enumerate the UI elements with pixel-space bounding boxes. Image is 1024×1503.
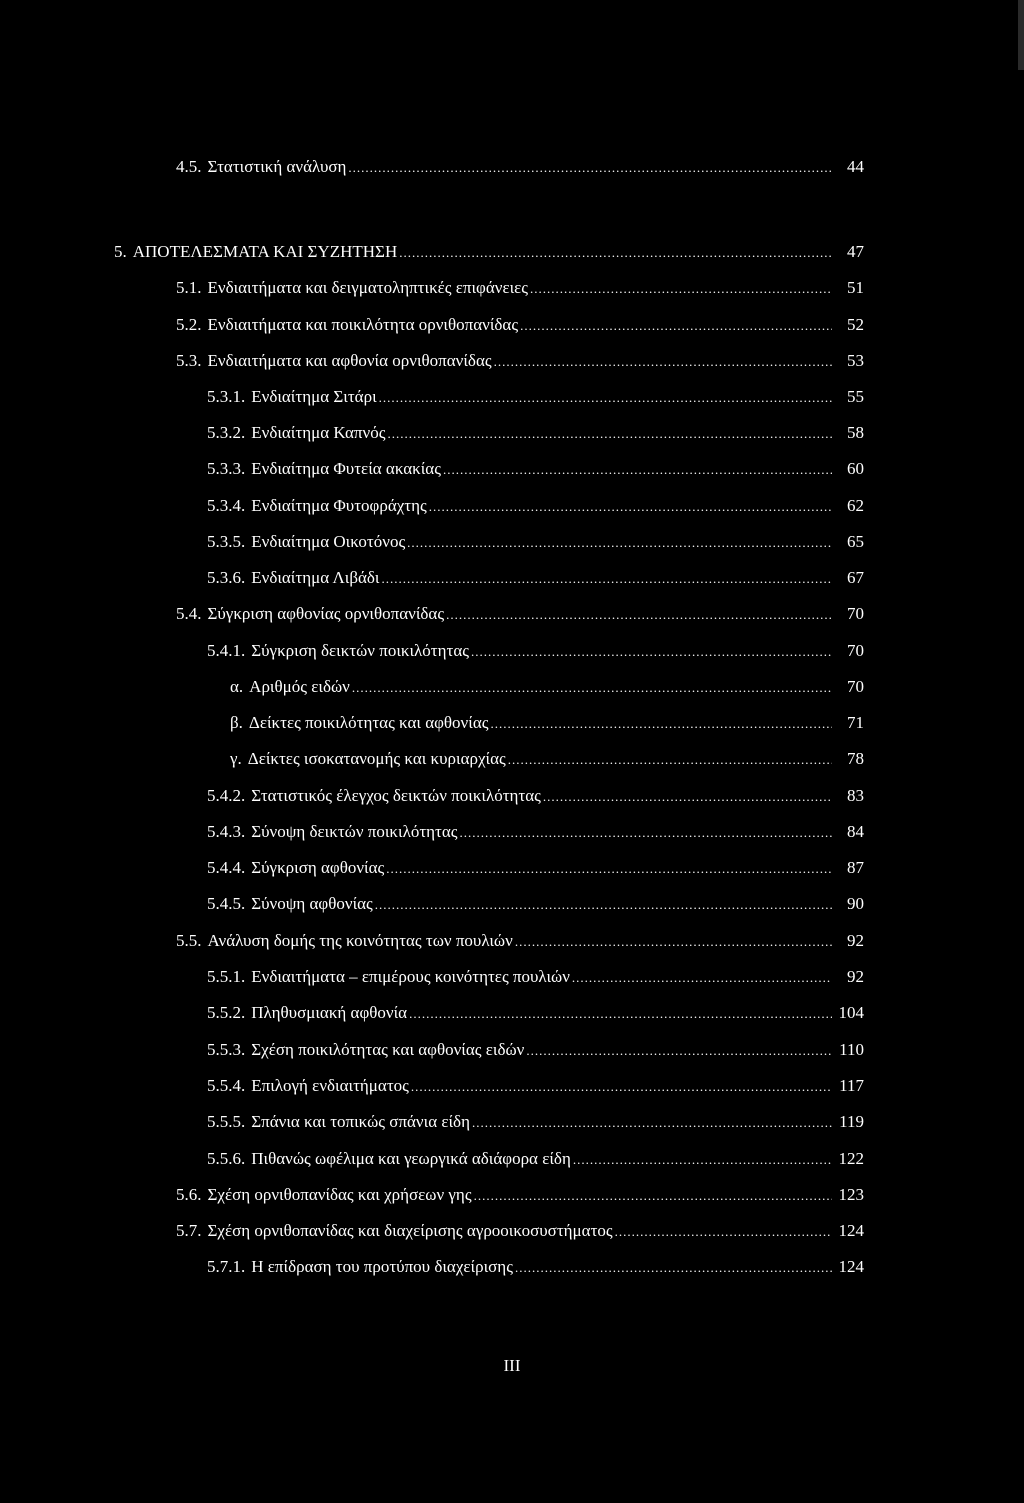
toc-entry-title: Αριθμός ειδών <box>249 677 350 696</box>
toc-entry-number: 5.4.2. <box>207 786 246 805</box>
toc-dot-leader <box>494 351 832 373</box>
toc-page-number: 92 <box>847 967 864 986</box>
toc-entry-number: 5.4.4. <box>207 858 246 877</box>
toc-page-number: 70 <box>847 641 864 660</box>
toc-entry-title: Στατιστικός έλεγχος δεικτών ποικιλότητας <box>251 786 541 805</box>
toc-dot-leader <box>411 1076 832 1098</box>
toc-entry-title: Επιλογή ενδιαιτήματος <box>251 1076 409 1095</box>
toc-page-number: 104 <box>838 1003 864 1022</box>
toc-page-number: 92 <box>847 931 864 950</box>
toc-entry-number: 5.6. <box>176 1185 202 1204</box>
toc-entry-number: 5.5.3. <box>207 1040 246 1059</box>
toc-dot-leader <box>526 1040 832 1062</box>
toc-entry-title: Ενδιαιτήματα και δειγματοληπτικές επιφάνειες <box>207 278 529 297</box>
toc-entry-number: 5.7.1. <box>207 1257 246 1276</box>
toc-entry <box>207 458 864 480</box>
toc-page-number: 110 <box>839 1040 864 1059</box>
toc-entry-title: Ενδιαιτήματα – επιμέρους κοινότητες πουλιών <box>251 967 570 986</box>
toc-entry-title: Στατιστική ανάλυση <box>207 157 347 176</box>
toc-entry-title: ΑΠΟΤΕΛΕΣΜΑΤΑ ΚΑΙ ΣΥΖΗΤΗΣΗ <box>132 242 398 261</box>
toc-entry <box>176 156 864 178</box>
toc-entry <box>207 1075 864 1097</box>
toc-page-number: 51 <box>847 278 864 297</box>
toc-dot-leader <box>490 713 832 735</box>
toc-entry-number: β. <box>230 713 243 732</box>
toc-entry <box>207 966 864 988</box>
toc-entry <box>207 531 864 553</box>
toc-entry <box>207 386 864 408</box>
toc-page-number: 67 <box>847 568 864 587</box>
toc-dot-leader <box>387 423 832 445</box>
toc-dot-leader <box>615 1221 832 1243</box>
toc-dot-leader <box>543 786 832 808</box>
page-footer-number: III <box>503 1356 521 1375</box>
toc-entry-title: Πιθανώς ωφέλιμα και γεωργικά αδιάφορα είδη <box>251 1149 571 1168</box>
toc-dot-leader <box>573 1149 832 1171</box>
toc-dot-leader <box>520 315 832 337</box>
toc-entry-title: Η επίδραση του προτύπου διαχείρισης <box>251 1257 513 1276</box>
toc-entry <box>207 1256 864 1278</box>
toc-entry-number: 5.2. <box>176 315 202 334</box>
toc-entry <box>207 821 864 843</box>
toc-page-number: 53 <box>847 351 864 370</box>
toc-dot-leader <box>460 822 832 844</box>
toc-page-number: 70 <box>847 604 864 623</box>
toc-entry-number: 5.5.2. <box>207 1003 246 1022</box>
toc-entry <box>176 1184 864 1206</box>
scan-edge <box>1018 0 1024 70</box>
toc-dot-leader <box>429 496 832 518</box>
toc-page-number: 58 <box>847 423 864 442</box>
toc-entry-number: 5. <box>114 242 127 261</box>
toc-entry-number: 5.5.1. <box>207 967 246 986</box>
toc-dot-leader <box>474 1185 832 1207</box>
toc-page-number: 62 <box>847 496 864 515</box>
toc-entry-number: γ. <box>230 749 242 768</box>
toc-page-number: 52 <box>847 315 864 334</box>
toc-page-number: 60 <box>847 459 864 478</box>
toc-entry-title: Σύγκριση αφθονίας ορνιθοπανίδας <box>207 604 445 623</box>
toc-page-number: 55 <box>847 387 864 406</box>
toc-dot-leader <box>472 1112 832 1134</box>
toc-dot-leader <box>515 1257 832 1279</box>
toc-page-number: 124 <box>838 1257 864 1276</box>
toc-page-number: 117 <box>839 1076 864 1095</box>
toc-entry-number: 5.3.3. <box>207 459 246 478</box>
toc-entry-title: Σχέση ποικιλότητας και αφθονίας ειδών <box>251 1040 525 1059</box>
toc-entry <box>207 1111 864 1133</box>
toc-entry-title: Ενδιαίτημα Λιβάδι <box>251 568 380 587</box>
toc-page-number: 83 <box>847 786 864 805</box>
toc-entry-number: 5.3.5. <box>207 532 246 551</box>
toc-dot-leader <box>399 242 832 264</box>
toc-entry-number: 5.5.6. <box>207 1149 246 1168</box>
toc-entry-number: 5.4.1. <box>207 641 246 660</box>
toc-entry-number: 5.4.3. <box>207 822 246 841</box>
toc-entry-title: Σύγκριση αφθονίας <box>251 858 385 877</box>
toc-entry-number: 5.5. <box>176 931 202 950</box>
toc-entry <box>230 712 864 734</box>
toc-page-number: 84 <box>847 822 864 841</box>
toc-entry <box>176 603 864 625</box>
toc-entry-title: Σύνοψη δεικτών ποικιλότητας <box>251 822 458 841</box>
toc-page-number: 124 <box>838 1221 864 1240</box>
toc-entry-number: 5.3.6. <box>207 568 246 587</box>
toc-entry <box>207 1148 864 1170</box>
toc-entry-number: 5.4. <box>176 604 202 623</box>
toc-entry-title: Σύγκριση δεικτών ποικιλότητας <box>251 641 469 660</box>
toc-page-number: 71 <box>847 713 864 732</box>
toc-entry-title: Ενδιαίτημα Φυτοφράχτης <box>251 496 427 515</box>
toc-entry-number: 5.7. <box>176 1221 202 1240</box>
toc-entry <box>176 314 864 336</box>
toc-entry-title: Ενδιαίτημα Καπνός <box>251 423 386 442</box>
toc-entry <box>114 241 864 263</box>
toc-entry <box>207 422 864 444</box>
toc-dot-leader <box>530 278 832 300</box>
toc-entry-number: 5.1. <box>176 278 202 297</box>
toc-dot-leader <box>409 1003 832 1025</box>
toc-page-number: 70 <box>847 677 864 696</box>
toc-entry-title: Ενδιαίτημα Σιτάρι <box>251 387 377 406</box>
toc-entry-title: Σχέση ορνιθοπανίδας και διαχείρισης αγροοικοσυστήματος <box>207 1221 613 1240</box>
toc-dot-leader <box>352 677 832 699</box>
toc-entry-title: Ενδιαιτήματα και αφθονία ορνιθοπανίδας <box>207 351 492 370</box>
toc-entry <box>207 1039 864 1061</box>
toc-dot-leader <box>381 568 832 590</box>
toc-entry <box>176 1220 864 1242</box>
toc-entry-number: 5.5.4. <box>207 1076 246 1095</box>
toc-entry-title: Ενδιαίτημα Φυτεία ακακίας <box>251 459 441 478</box>
toc-dot-leader <box>572 967 832 989</box>
toc-entry <box>207 567 864 589</box>
toc-dot-leader <box>508 749 832 771</box>
toc-dot-leader <box>348 157 832 179</box>
toc-page-number: 119 <box>839 1112 864 1131</box>
toc-entry-title: Δείκτες ισοκατανομής και κυριαρχίας <box>247 749 506 768</box>
toc-entry-number: 5.5.5. <box>207 1112 246 1131</box>
toc-entry-title: Σπάνια και τοπικώς σπάνια είδη <box>251 1112 470 1131</box>
toc-entry-number: 5.3.2. <box>207 423 246 442</box>
toc-dot-leader <box>443 459 832 481</box>
toc-dot-leader <box>446 604 832 626</box>
toc-entry <box>230 748 864 770</box>
toc-entry-number: α. <box>230 677 244 696</box>
toc-page-number: 90 <box>847 894 864 913</box>
toc-dot-leader <box>379 387 832 409</box>
toc-page-number: 44 <box>847 157 864 176</box>
toc-entry <box>207 785 864 807</box>
toc-entry <box>176 930 864 952</box>
toc-entry <box>207 857 864 879</box>
toc-entry <box>230 676 864 698</box>
toc-dot-leader <box>471 641 832 663</box>
toc-page-number: 47 <box>847 242 864 261</box>
toc-entry-number: 5.3.1. <box>207 387 246 406</box>
toc-dot-leader <box>375 894 832 916</box>
toc-entry-title: Ενδιαίτημα Οικοτόνος <box>251 532 406 551</box>
toc-entry <box>207 893 864 915</box>
toc-entry-number: 4.5. <box>176 157 202 176</box>
toc-page-number: 65 <box>847 532 864 551</box>
toc-entry <box>207 1002 864 1024</box>
toc-dot-leader <box>386 858 832 880</box>
toc-page-number: 122 <box>838 1149 864 1168</box>
toc-dot-leader <box>407 532 832 554</box>
toc-page-number: 78 <box>847 749 864 768</box>
toc-entry-title: Πληθυσμιακή αφθονία <box>251 1003 408 1022</box>
toc-entry-number: 5.3.4. <box>207 496 246 515</box>
toc-entry-number: 5.4.5. <box>207 894 246 913</box>
toc-entry-title: Ανάλυση δομής της κοινότητας των πουλιών <box>207 931 513 950</box>
toc-entry-title: Ενδιαιτήματα και ποικιλότητα ορνιθοπανίδας <box>207 315 519 334</box>
toc-entry-number: 5.3. <box>176 351 202 370</box>
toc-dot-leader <box>515 931 832 953</box>
toc-entry <box>176 350 864 372</box>
toc-entry-title: Σχέση ορνιθοπανίδας και χρήσεων γης <box>207 1185 472 1204</box>
toc-page-number: 123 <box>838 1185 864 1204</box>
toc-entry <box>207 495 864 517</box>
toc-entry <box>176 277 864 299</box>
toc-page-number: 87 <box>847 858 864 877</box>
toc-entry-title: Σύνοψη αφθονίας <box>251 894 373 913</box>
toc-entry-title: Δείκτες ποικιλότητας και αφθονίας <box>248 713 489 732</box>
toc-entry <box>207 640 864 662</box>
